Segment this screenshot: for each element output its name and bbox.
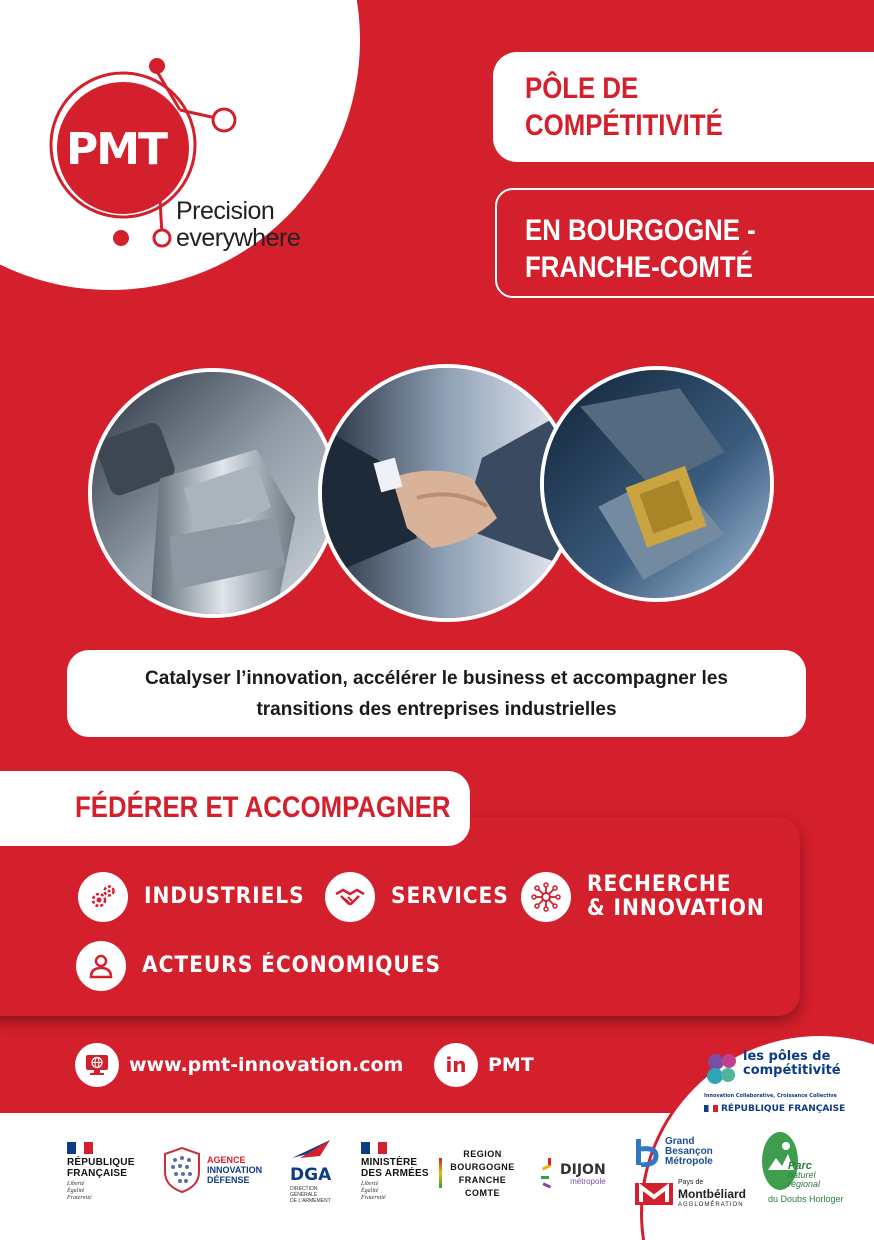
category-recherche [521,872,780,922]
poles-title-line1: les pôles de [743,1049,831,1064]
category-services [325,872,519,922]
aid-line1: AGENCE [207,1155,246,1165]
dga-line1: DIRECTION [290,1186,318,1192]
dga-line3: DE L'ARMEMENT [290,1198,331,1204]
aid-shield-icon [163,1146,201,1194]
handshake-icon [325,872,375,922]
category-acteurs [76,941,467,991]
dijon-rays-icon [540,1156,558,1192]
website-link[interactable] [75,1043,403,1087]
linkedin-name[interactable]: PMT [488,1054,534,1076]
tagline-line2: everywhere [176,224,301,252]
dga-line2: GÉNÉRALE [290,1192,318,1198]
parc-line2: naturel [788,1170,816,1180]
microchip-photo [540,366,774,602]
title-line2: COMPÉTITIVITÉ [525,109,723,142]
armees-motto2: Égalité [361,1188,379,1194]
region-line2: BOURGOGNE [450,1162,515,1172]
mission-line2: transitions des entreprises industrielles [256,698,617,720]
region-stripe-icon [439,1158,442,1188]
category-label [587,873,765,921]
mission-banner [67,650,806,737]
montbeliard-line2: Montbéliard [678,1187,746,1201]
mission-line1: Catalyser l’innovation, accélérer le business et accompagner les [145,667,728,689]
page-title [525,70,859,144]
dijon-metropole-logo [540,1156,606,1192]
grand-besancon-logo [634,1137,713,1167]
armees-line2: DES ARMÉES [361,1168,429,1179]
poles-subtitle: Innovation Collaborative, Croissance Collective [704,1093,837,1099]
rf-motto3: Fraternité [67,1195,92,1201]
aid-line3: DÉFENSE [207,1175,250,1185]
region-line1: EN BOURGOGNE - [525,214,756,247]
gears-icon [78,872,128,922]
poles-text [743,1050,874,1078]
title-line1: PÔLE DE [525,72,639,105]
category-industriels [78,872,319,922]
region-box [495,188,874,298]
linkedin-link[interactable] [434,1043,534,1087]
agence-innovation-defense-logo [163,1146,262,1194]
montbeliard-line3: AGGLOMÉRATION [678,1202,744,1208]
region-line3: FRANCHE [458,1175,507,1185]
linkedin-icon [434,1043,478,1087]
rf-line1: RÉPUBLIQUE [67,1157,135,1168]
armees-motto3: Fraternité [361,1195,386,1201]
category-label-line2: & INNOVATION [587,896,765,921]
federer-heading-tab [0,771,470,846]
tagline-line1: Precision [176,197,275,225]
aid-line2: INNOVATION [207,1165,263,1175]
category-label: INDUSTRIELS [144,884,305,909]
website-url[interactable]: www.pmt-innovation.com [129,1054,404,1076]
rf-motto1: Liberté [67,1181,85,1187]
category-label: ACTEURS ÉCONOMIQUES [142,953,442,978]
parc-line3: régional [788,1179,821,1189]
parc-line1: Parc [788,1160,812,1172]
marianne-flag-icon [361,1142,387,1154]
besancon-b-icon [634,1137,660,1167]
region-line4: COMTE [465,1188,500,1198]
dga-logo [290,1138,340,1204]
poles-republique [704,1104,845,1114]
pmt-wordmark: PMT [66,124,167,175]
besancon-line1: Grand [665,1136,695,1147]
dga-wing-icon [290,1138,334,1162]
logo-tagline [176,198,300,252]
machining-photo [88,368,338,618]
region-title [525,212,859,286]
republique-francaise-logo [67,1142,135,1202]
dga-acronym: DGA [290,1165,332,1185]
category-label-line1: RECHERCHE [587,872,732,897]
rf-line2: FRANÇAISE [67,1168,128,1179]
besancon-line2: Besançon [665,1146,713,1157]
armees-line1: MINISTÈRE [361,1157,418,1168]
besancon-line3: Métropole [665,1156,713,1167]
linkedin-icon-text: in [445,1053,467,1077]
marianne-flag-icon [67,1142,93,1154]
category-label: SERVICES [391,884,509,909]
poles-title-line2: compétitivité [743,1063,841,1078]
federer-heading: FÉDÉRER ET ACCOMPAGNER [75,791,451,824]
dijon-name: DIJON [560,1161,606,1178]
montbeliard-line1: Pays de [678,1179,704,1186]
region-bfc-logo [445,1148,520,1200]
person-icon [76,941,126,991]
parc-line4: du Doubs Horloger [768,1194,844,1204]
montbeliard-logo [634,1178,746,1210]
region-line1: REGION [463,1149,502,1159]
pmt-logo-mark [0,0,360,300]
mission-text [145,663,728,725]
rf-motto2: Égalité [67,1188,85,1194]
network-icon [521,872,571,922]
poles-logo-mark [704,1052,740,1086]
pmt-logo [0,0,360,300]
computer-icon [75,1043,119,1087]
handshake-photo [318,364,576,622]
region-line2: FRANCHE-COMTÉ [525,251,753,284]
armees-motto1: Liberté [361,1181,379,1187]
poles-republique-text: RÉPUBLIQUE FRANÇAISE [721,1104,846,1114]
dijon-sub: métropole [570,1176,606,1186]
title-box [493,52,874,162]
montbeliard-m-icon [634,1182,674,1206]
parc-doubs-horloger-logo [760,1130,844,1204]
ministere-des-armees-logo [361,1142,429,1202]
